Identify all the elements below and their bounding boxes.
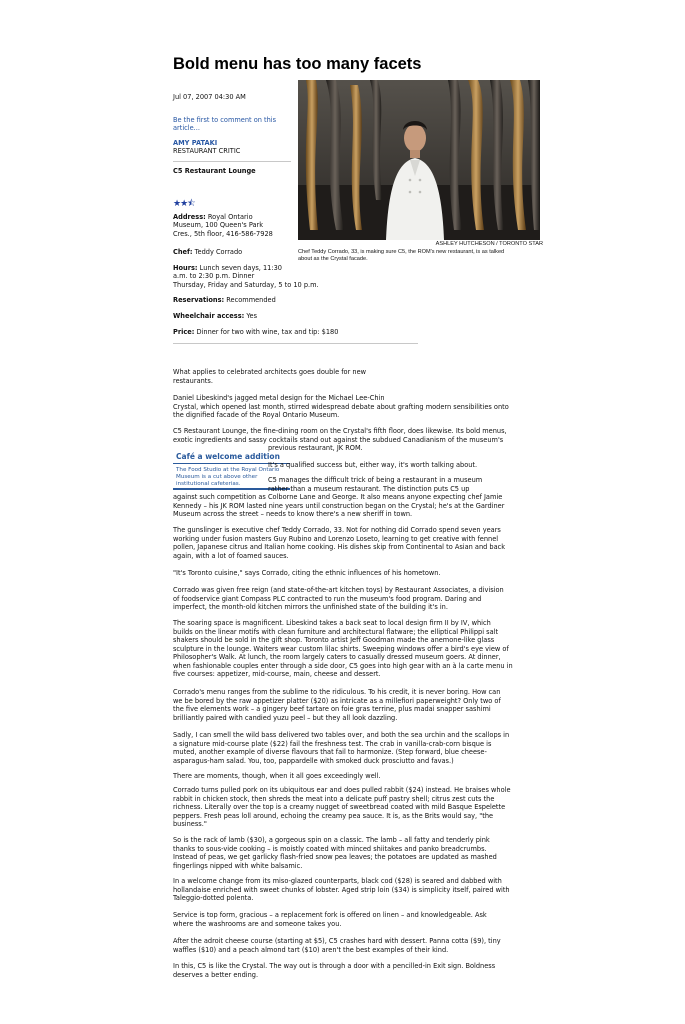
divider xyxy=(173,343,418,344)
wheelchair-value: Yes xyxy=(246,312,258,320)
paragraph-line: Service is top form, gracious – a replacement fork is offered on linen – and knowledgeable. Ask xyxy=(173,911,487,919)
paragraph-line: peppers. Fresh peas loll around, echoing the creamy pea sauce. It is, as the Brits would say, "the xyxy=(173,811,494,820)
paragraph-line: What applies to celebrated architects goes double for new xyxy=(173,368,367,376)
rating-stars: ★★⯪ xyxy=(173,199,195,209)
wheelchair-block xyxy=(173,312,257,320)
paragraph-line: muted, another example of diverse flavours that fail to harmonize. (Step forward, blue cheese- xyxy=(173,748,487,757)
related-story-title[interactable]: Café a welcome addition xyxy=(176,452,280,461)
paragraph-line: The soaring space is magnificent. Libeskind takes a back seat to local design firm II by IV, which xyxy=(173,619,491,627)
paragraph-line: waffles ($10) and a peach almond tart ($10) aren't the best examples of their kind. xyxy=(173,945,449,954)
paragraph-line: of foodservice giant Compass PLC contracted to run the museum's food program. Daring and xyxy=(173,594,482,603)
hours-block xyxy=(173,264,373,289)
paragraph-line: rabbit in chicken stock, then shreds the meat into a delicate puff pastry shell; citrus zest cuts the xyxy=(173,794,495,803)
body-paragraph xyxy=(173,461,543,470)
paragraph-line: five courses: appetizer, mid-course, main, cheese and dessert. xyxy=(173,670,381,679)
paragraph-line: asparagus-ham salad. You, too, pappardelle with smoked duck prosciutto and favas.) xyxy=(173,756,454,765)
paragraph-line: we be bored by the raw appetizer platter ($20) as intricate as a millefiori paperweight? Only two of xyxy=(173,696,501,705)
photo-caption xyxy=(298,249,543,263)
chef-label: Chef: xyxy=(173,248,193,256)
paragraph-line: Instead of peas, we get garlicky flash-fried snow pea leaves; the potatoes are updated as mashed xyxy=(173,853,497,862)
paragraph-line: rather than a museum restaurant. The distinction puts C5 up xyxy=(268,484,470,493)
photo-credit: ASHLEY HUTCHESON / TORONTO STAR xyxy=(435,241,543,247)
paragraph-line: In a welcome change from its miso-glazed counterparts, black cod ($28) is seared and dabbed with xyxy=(173,877,502,885)
body-paragraph xyxy=(173,911,543,928)
price-label: Price: xyxy=(173,328,195,336)
reservations-value: Recommended xyxy=(226,296,276,304)
paragraph-line: Kennedy – his JK ROM lasted nine years until construction began on the Crystal; he's at the Gardiner xyxy=(173,501,505,510)
related-story-text-3[interactable]: institutional cafeterias. xyxy=(176,480,241,487)
paragraph-line: "It's Toronto cuisine," says Corrado, citing the ethnic influences of his hometown. xyxy=(173,569,441,577)
paragraph-line: Sadly, I can smell the wild bass delivered two tables over, and both the sea urchin and the scallops in xyxy=(173,731,510,739)
body-paragraph xyxy=(173,731,543,765)
body-paragraph xyxy=(173,526,543,560)
chef-value: Teddy Corrado xyxy=(194,248,243,256)
article xyxy=(173,0,543,1024)
paragraph-line: After the adroit cheese course (starting at $5), C5 crashes hard with dessert. Panna cotta ($9), tiny xyxy=(173,937,501,945)
author-role: RESTAURANT CRITIC xyxy=(173,147,241,155)
body-paragraph xyxy=(173,619,543,653)
paragraph-line: brilliantly paired with candied yuzu peel – but they all look dazzling. xyxy=(173,713,398,722)
paragraph-line: C5 manages the difficult trick of being a restaurant in a museum xyxy=(268,476,483,484)
photo-caption-line-2: about as the Crystal facade. xyxy=(298,256,368,262)
body-paragraph xyxy=(173,394,543,420)
hours-line-2: a.m. to 2:30 p.m. Dinner xyxy=(173,272,255,281)
dateline: Jul 07, 2007 04:30 AM xyxy=(173,93,246,101)
address-block xyxy=(173,213,293,238)
body-paragraph xyxy=(173,653,543,679)
body-paragraph xyxy=(173,937,543,954)
paragraph-line: again, with a lot of foamed sauces. xyxy=(173,551,289,560)
paragraph-line: working under fusion masters Guy Rubino and Lorenzo Loseto, learning to get creative with fennel xyxy=(173,534,499,543)
divider xyxy=(173,161,291,162)
body-paragraph xyxy=(173,688,543,722)
paragraph-line: Museum across the street – needs to know there's a new sheriff in town. xyxy=(173,510,413,519)
address-line-3: Cres., 5th floor, 416-586-7928 xyxy=(173,229,273,238)
body-paragraph xyxy=(173,586,543,612)
paragraph-line: business." xyxy=(173,820,207,829)
paragraph-line: In this, C5 is like the Crystal. The way out is through a door with a pencilled-in Exit sign. Boldness xyxy=(173,962,496,970)
price-block xyxy=(173,328,338,336)
body-paragraph xyxy=(173,877,543,903)
photo-caption-line-1: Chef Teddy Corrado, 33, is making sure C5, the ROM's new restaurant, is as talked xyxy=(298,249,505,255)
restaurant-name: C5 Restaurant Lounge xyxy=(173,167,256,175)
paragraph-line: previous restaurant, JK ROM. xyxy=(268,444,363,453)
paragraph-line: So is the rack of lamb ($30), a gorgeous spin on a classic. The lamb – all fatty and tenderly pink xyxy=(173,836,490,844)
related-story-text-1[interactable]: The Food Studio at the Royal Ontario xyxy=(176,467,280,473)
comment-link[interactable]: Be the first to comment on this article... xyxy=(173,116,277,133)
wheelchair-label: Wheelchair access: xyxy=(173,312,245,320)
paragraph-line: Crystal, which opened last month, stirred widespread debate about grafting modern sensibilities onto xyxy=(173,402,509,411)
paragraph-line: shakers should be sold in the gift shop. Toronto artist Jeff Goodman made the anemone-like glass xyxy=(173,636,495,645)
paragraph-line: richness. Literally over the top is a creamy nugget of sweetbread coated with mild Basque Espelette xyxy=(173,803,506,812)
address-line-2: Museum, 100 Queen's Park xyxy=(173,221,264,230)
reservations-block xyxy=(173,296,276,304)
reservations-label: Reservations: xyxy=(173,296,225,304)
hours-line-3: Thursday, Friday and Saturday, 5 to 10 p.m. xyxy=(173,280,319,289)
paragraph-line: Philosopher's Walk. At lunch, the room largely caters to casually dressed museum goers. At dinner, xyxy=(173,653,501,661)
paragraph-line: There are moments, though, when it all goes exceedingly well. xyxy=(173,772,381,780)
paragraph-line: when fashionable couples enter through a side door, C5 goes into high gear with an à la carte menu in xyxy=(173,661,513,670)
paragraph-line: sculpture in the lounge. Waiters wear custom lilac shirts. Sweeping windows offer a bird's eye view of xyxy=(173,644,509,653)
paragraph-line: imperfect, the month-old kitchen mirrors the unfinished state of the building it's in. xyxy=(173,603,448,612)
paragraph-line: the dignified facade of the Royal Ontario Museum. xyxy=(173,411,340,420)
paragraph-line: Taleggio-dotted polenta. xyxy=(173,894,254,903)
address-line-1: Royal Ontario xyxy=(207,213,253,221)
paragraph-line: Corrado's menu ranges from the sublime to the ridiculous. To his credit, it is never boring. How can xyxy=(173,688,501,696)
chef-block xyxy=(173,248,242,256)
paragraph-line: hollandaise enriched with sweet chunks of lobster. Aged strip loin ($34) is simplicity itself, paired with xyxy=(173,885,510,894)
body-paragraph xyxy=(173,772,543,781)
hours-label: Hours: xyxy=(173,264,198,272)
paragraph-line: Corrado was given free reign (and state-of-the-art kitchen toys) by Restaurant Associates, a division xyxy=(173,586,504,594)
paragraph-line: C5 Restaurant Lounge, the fine-dining room on the Crystal's fifth floor, does likewise. Its bold menus, xyxy=(173,427,507,435)
body-paragraph xyxy=(173,786,543,829)
body-paragraph xyxy=(173,962,543,979)
paragraph-line: against such competition as Colborne Lane and George. It also means anyone expecting chef Jamie xyxy=(173,493,503,502)
paragraph-line: The gunslinger is executive chef Teddy Corrado, 33. Not for nothing did Corrado spend seven years xyxy=(173,526,501,534)
photo-illustration xyxy=(298,80,540,240)
body-paragraph xyxy=(173,473,543,519)
paragraph-line: fingerlings nipped with white balsamic. xyxy=(173,861,303,870)
paragraph-line: pollen, Japanese citrus and Italian home cooking. His dishes skip from Continental to Asian and back xyxy=(173,543,506,552)
chef-photo xyxy=(298,80,540,240)
paragraph-line: Corrado turns pulled pork on its ubiquitous ear and does pulled rabbit ($24) instead. He braises whole xyxy=(173,786,511,794)
related-story-text-2[interactable]: Museum is a cut above other xyxy=(176,473,258,480)
body-paragraph xyxy=(173,368,543,385)
address-label: Address: xyxy=(173,213,206,221)
paragraph-line: thanks to sous-vide cooking – is moistly coated with minced shiitakes and panko breadcrumbs. xyxy=(173,844,487,853)
paragraph-line: exotic ingredients and sassy cocktails stand out against the subdued Canadianism of the museum's xyxy=(173,435,504,444)
paragraph-line: It's a qualified success but, either way, it's worth talking about. xyxy=(268,461,478,469)
paragraph-line: deserves a better ending. xyxy=(173,970,259,979)
hours-line-1: Lunch seven days, 11:30 xyxy=(199,264,282,272)
headline: Bold menu has too many facets xyxy=(173,55,422,73)
paragraph-line: restaurants. xyxy=(173,376,213,385)
paragraph-line: builds on the linear motifs with clean furniture and architectural flatware; the elliptical Philippi salt xyxy=(173,627,499,636)
author-name[interactable]: AMY PATAKI xyxy=(173,139,218,147)
paragraph-line: where the washrooms are and someone takes you. xyxy=(173,919,342,928)
body-paragraph xyxy=(173,836,543,870)
paragraph-line: the five elements work – a gingery beef tartare on foie gras terrine, plus madai snapper sashimi xyxy=(173,705,491,714)
price-value: Dinner for two with wine, tax and tip: $180 xyxy=(196,328,339,336)
paragraph-line: Daniel Libeskind's jagged metal design for the Michael Lee-Chin xyxy=(173,394,385,402)
body-paragraph xyxy=(173,569,543,578)
body-paragraph xyxy=(173,427,543,453)
paragraph-line: a signature mid-course plate ($22) fail the freshness test. The crab in vanilla-crab-corn bisque is xyxy=(173,739,492,748)
